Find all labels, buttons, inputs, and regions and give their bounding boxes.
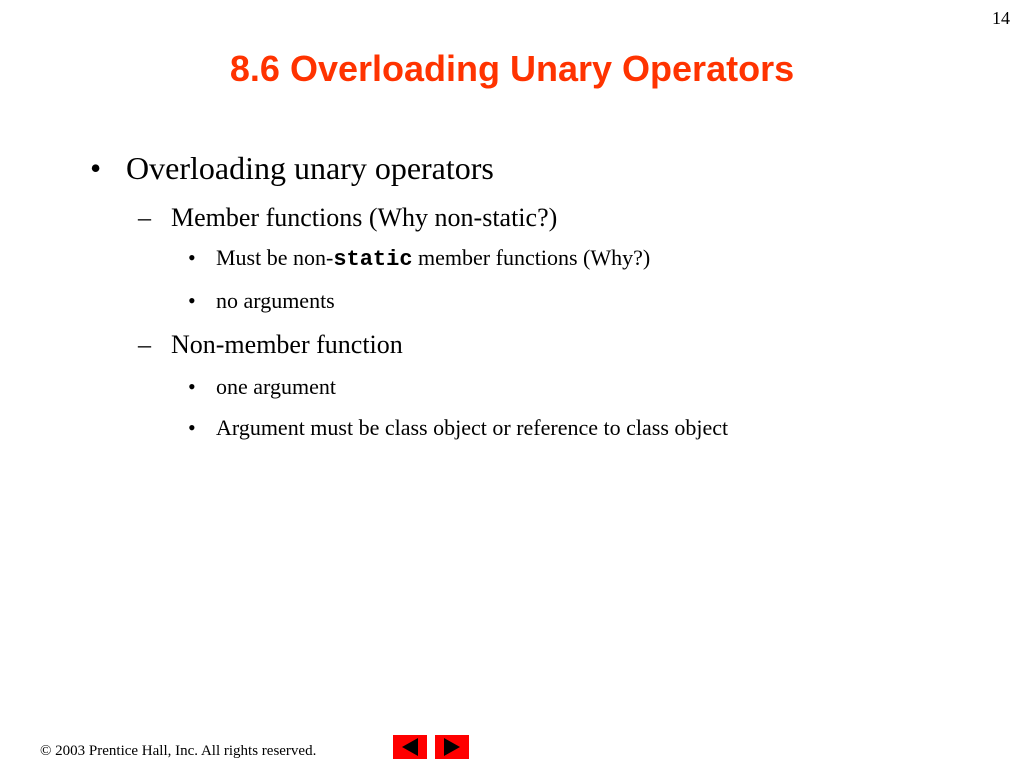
bullet-mark: • [188, 374, 196, 399]
sub-sub-item-text [216, 245, 650, 270]
sub-item-member-functions [138, 203, 557, 233]
text-prefix: Must be non- [216, 245, 334, 270]
bullet-mark: • [188, 245, 196, 270]
copyright-text: 2003 Prentice Hall, Inc. All rights reserved. [51, 743, 317, 759]
dash-mark: – [138, 330, 151, 359]
sub-sub-item-non-static [188, 245, 650, 272]
sub-sub-item-text: one argument [216, 374, 336, 399]
text-suffix: member functions (Why?) [412, 245, 651, 270]
sub-sub-item-text: no arguments [216, 288, 335, 313]
sub-sub-item-argument-class-object [188, 415, 728, 441]
bullet-mark: • [188, 415, 196, 440]
right-triangle-icon [435, 735, 469, 759]
copyright-symbol: © [40, 743, 52, 759]
sub-item-non-member-function [138, 330, 403, 360]
sub-item-text: Member functions (Why non-static?) [171, 203, 558, 232]
next-slide-button[interactable] [435, 735, 469, 759]
bullet-mark: • [188, 288, 196, 313]
bullet-text: Overloading unary operators [126, 150, 494, 186]
bullet-item-overloading-unary-operators [90, 150, 494, 187]
sub-sub-item-one-argument [188, 374, 336, 400]
sub-sub-item-no-arguments [188, 288, 335, 314]
previous-slide-button[interactable] [393, 735, 427, 759]
bullet-mark: • [90, 150, 102, 186]
sub-item-text: Non-member function [171, 330, 403, 359]
slide-number: 14 [992, 8, 1010, 28]
sub-sub-item-text: Argument must be class object or reference to class object [216, 415, 729, 440]
code-keyword-static: static [333, 247, 413, 272]
dash-mark: – [138, 203, 151, 232]
slide-title: 8.6 Overloading Unary Operators [229, 48, 795, 89]
left-triangle-icon [393, 735, 427, 759]
copyright-footer [40, 743, 316, 760]
